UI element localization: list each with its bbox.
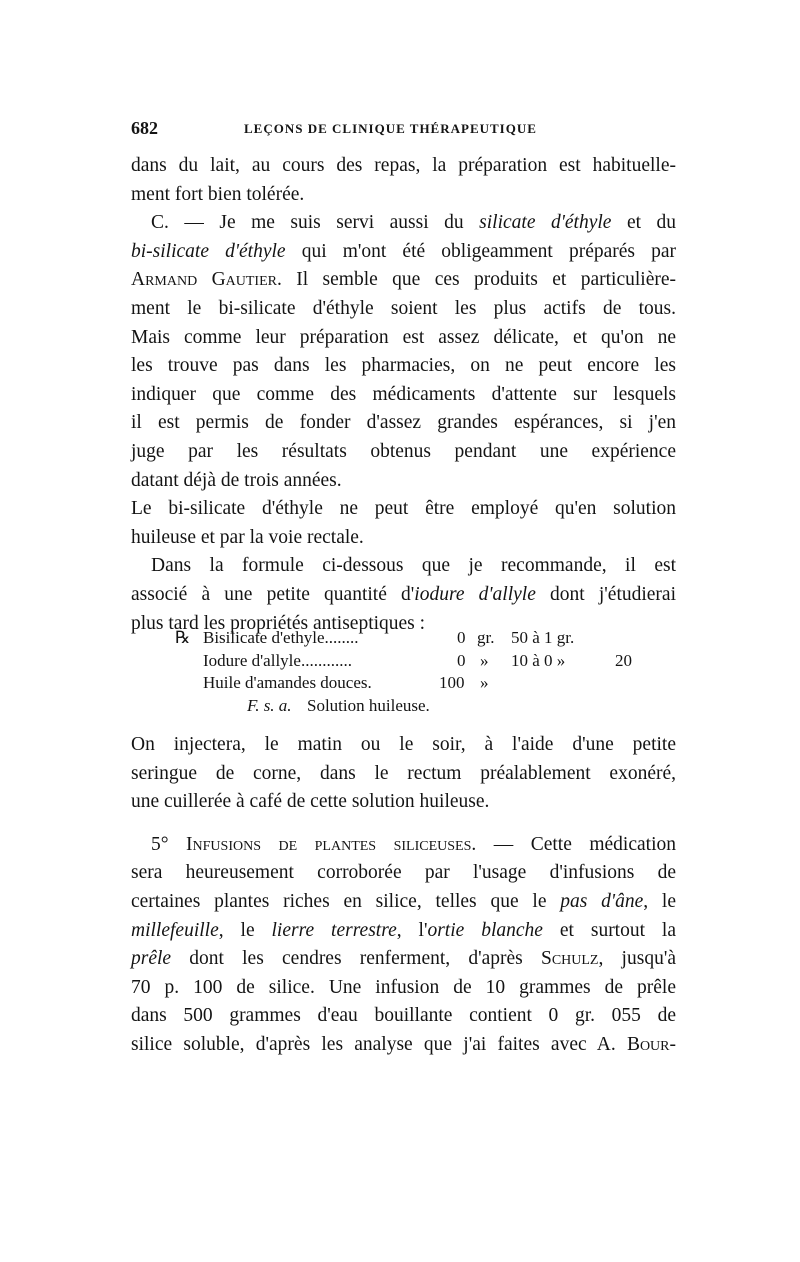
text-run: , jusqu'à	[598, 948, 676, 970]
text-run: dont j'étudierai	[535, 583, 676, 605]
paragraph-line: huileuse et par la voie rectale.	[131, 526, 364, 548]
paragraph-line: datant déjà de trois années.	[131, 469, 342, 491]
text-run: associé à une petite quantité d'	[131, 583, 415, 605]
emphasis: pas d'âne	[560, 890, 644, 912]
paragraph-line	[131, 945, 676, 974]
running-title: LEÇONS DE CLINIQUE THÉRAPEUTIQUE	[244, 121, 537, 136]
paragraph-line: il est permis de fonder d'assez grandes espérances, si j'en	[131, 412, 676, 434]
paragraph-line: ment fort bien tolérée.	[131, 183, 305, 205]
text-run: C. — Je me suis servi aussi du	[151, 212, 480, 234]
ingredient-unit: »	[480, 673, 489, 693]
paragraph-line	[131, 831, 676, 860]
emphasis: prêle	[131, 948, 172, 970]
paragraph-line: On injectera, le matin ou le soir, à l'aide d'une petite	[131, 734, 676, 755]
emphasis: lierre terrestre	[271, 919, 397, 941]
paragraph-line	[131, 917, 676, 946]
paragraph-line	[131, 1031, 676, 1060]
text-run: , le	[643, 890, 676, 912]
text-run: qui m'ont été obligeamment préparés par	[285, 240, 676, 262]
text-run: silice soluble, d'après les analyse que j'ai faites avec A.	[131, 1033, 627, 1055]
paragraph-line	[131, 888, 676, 917]
paragraph-line	[131, 581, 676, 610]
text-run: , le	[218, 919, 272, 941]
formula-row	[175, 627, 655, 650]
prescription-formula	[175, 627, 655, 717]
paragraph-line: ment le bi-silicate d'éthyle soient les plus actifs de tous.	[131, 297, 676, 319]
paragraph-line: Mais comme leur préparation est assez délicate, et qu'on ne	[131, 326, 676, 348]
paragraph-line: sera heureusement corroborée par l'usage d'infusions de	[131, 862, 676, 884]
paragraph-line: juge par les résultats obtenus pendant une expérience	[131, 440, 676, 462]
ingredient-qty: 0	[457, 650, 466, 670]
ingredient-amount: 50 à 1 gr.	[511, 628, 575, 647]
paragraph-line: indiquer que comme des médicaments d'attente sur lesquels	[131, 383, 676, 405]
formula-row	[175, 650, 655, 673]
section-heading: Infusions de plantes siliceuses.	[186, 833, 477, 855]
text-run: dont les cendres renferment, d'après	[171, 948, 541, 970]
text-run: — Cette médication	[476, 833, 676, 855]
text-run: certaines plantes riches en silice, telles que le	[131, 890, 561, 912]
formula-row	[175, 672, 655, 695]
paragraph-line: plus tard les propriétés antiseptiques :	[131, 612, 426, 634]
recipe-symbol: ℞	[175, 628, 191, 647]
paragraph-line: seringue de corne, dans le rectum préalablement exonéré,	[131, 762, 676, 784]
ingredient-qty: 100	[439, 673, 465, 693]
paragraph-line: une cuillerée à café de cette solution huileuse.	[131, 791, 490, 813]
author-name: Armand Gautier	[131, 269, 277, 291]
text-block-lower	[131, 731, 676, 1060]
ingredient-qty: 0	[457, 628, 466, 647]
formula-footer	[175, 695, 655, 718]
text-block-upper	[131, 152, 676, 638]
paragraph-line: Dans la formule ci-dessous que je recommande, il est	[151, 555, 676, 577]
paragraph-line	[131, 266, 676, 295]
text-run: . Il semble que ces produits et particulière-	[277, 269, 677, 291]
author-name: Schulz	[540, 948, 599, 970]
formula-abbrev: F. s. a.	[247, 695, 292, 715]
paragraph-line: Le bi-silicate d'éthyle ne peut être employé qu'en solution	[131, 498, 676, 520]
emphasis: ortie blanche	[427, 919, 543, 941]
page-number: 682	[131, 118, 158, 138]
text-run: , l'	[396, 919, 428, 941]
text-run: et du	[611, 212, 677, 234]
paragraph-line	[131, 209, 676, 238]
emphasis: iodure d'allyle	[414, 583, 536, 605]
text-run: 5°	[151, 833, 187, 855]
formula-note: Solution huileuse.	[307, 695, 430, 715]
paragraph-line: dans 500 grammes d'eau bouillante contient 0 gr. 055 de	[131, 1005, 676, 1027]
ingredient-unit: »	[480, 650, 489, 670]
ingredient-name: Huile d'amandes douces.	[203, 673, 372, 693]
text-run: et surtout la	[542, 919, 677, 941]
paragraph-gap	[131, 817, 676, 831]
emphasis: bi-silicate d'éthyle	[131, 240, 286, 262]
paragraph-line: dans du lait, au cours des repas, la préparation est habituelle-	[131, 155, 676, 176]
emphasis: millefeuille	[131, 919, 219, 941]
paragraph-line	[131, 238, 676, 267]
ingredient-name: Bisilicate d'ethyle........	[203, 628, 359, 647]
paragraph-line: 70 p. 100 de silice. Une infusion de 10 grammes de prêle	[131, 976, 676, 998]
ingredient-unit: gr.	[477, 628, 495, 647]
paragraph-line: les trouve pas dans les pharmacies, on ne peut encore les	[131, 355, 676, 377]
ingredient-amount: 10 à 0 »	[511, 650, 566, 670]
author-name: Bour-	[626, 1033, 676, 1055]
emphasis: silicate d'éthyle	[479, 212, 612, 234]
ingredient-extra: 20	[615, 650, 632, 670]
ingredient-name: Iodure d'allyle............	[203, 650, 352, 670]
page-header	[131, 118, 676, 142]
